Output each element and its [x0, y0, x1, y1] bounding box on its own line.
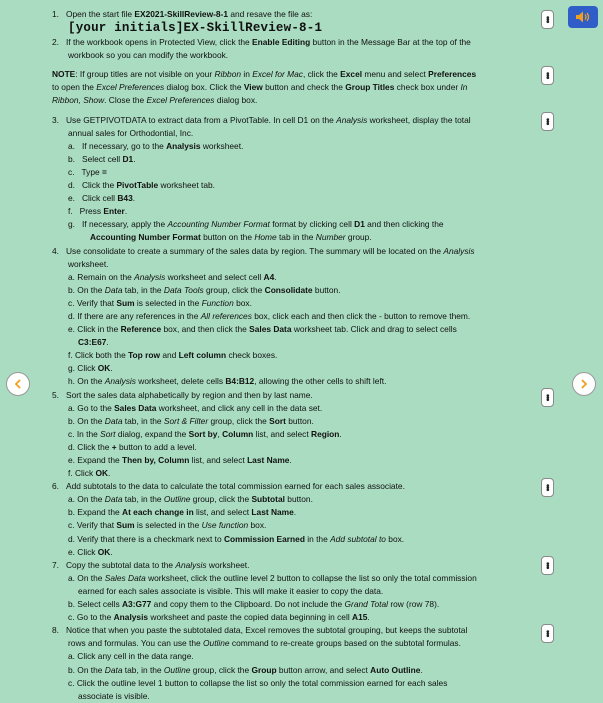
step-6: 6. Add subtotals to the data to calculate the total commission earned for each sales associate. [52, 481, 405, 492]
step-6a: a. On the Data tab, in the Outline group, click the Subtotal button. [68, 494, 313, 505]
step-4e: e. Click in the Reference box, and then click the Sales Data worksheet tab. Click and drag to select cells [68, 324, 457, 335]
step-8: 8. Notice that when you paste the subtotaled data, Excel removes the subtotal grouping, but keeps the subtotal [52, 625, 468, 636]
step-3c: c. Type = [68, 166, 107, 177]
step-3g-cont: Accounting Number Format button on the Home tab in the Number group. [90, 232, 372, 243]
step-7c: c. Go to the Analysis worksheet and paste the copied data beginning in cell A15. [68, 612, 370, 623]
next-button[interactable] [572, 372, 596, 396]
step-5a: a. Go to the Sales Data worksheet, and click any cell in the data set. [68, 402, 323, 413]
step-3-more-button[interactable]: ••• [541, 112, 554, 131]
step-5-more-button[interactable]: ••• [541, 388, 554, 407]
step-4g: g. Click OK. [68, 363, 113, 374]
step-3a: a. If necessary, go to the Analysis worksheet. [68, 140, 244, 151]
instruction-list [52, 8, 532, 703]
step-2-cont: workbook so you can modify the workbook. [68, 50, 229, 61]
chevron-left-icon [13, 379, 23, 389]
step-8a: a. Click any cell in the data range. [68, 651, 194, 662]
step-7b: b. Select cells A3:G77 and copy them to the Clipboard. Do not include the Grand Total row (row 78). [68, 599, 440, 610]
step-6-more-button[interactable]: ••• [541, 478, 554, 497]
step-3f: f. Press Enter. [68, 206, 128, 217]
step-1-more-button[interactable]: ••• [541, 10, 554, 29]
step-4: 4. Use consolidate to create a summary of the sales data by region. The summary will be located on the Analysis [52, 245, 475, 256]
audio-button[interactable] [568, 6, 598, 28]
step-5f: f. Click OK. [68, 468, 111, 479]
save-as-filename: [your initials]EX-SkillReview-8-1 [68, 21, 323, 36]
step-8-cont: rows and formulas. You can use the Outline command to re-create groups based on the subtotal formulas. [68, 638, 461, 649]
step-3: 3. Use GETPIVOTDATA to extract data from a PivotTable. In cell D1 on the Analysis worksheet, display the total [52, 114, 471, 125]
step-6e: e. Click OK. [68, 546, 113, 557]
step-4e-cont: C3:E67. [78, 337, 109, 348]
note-line-1: NOTE: If group titles are not visible on your Ribbon in Excel for Mac, click the Excel menu and select Preferences [52, 69, 477, 80]
note-line-3: Ribbon, Show. Close the Excel Preferences dialog box. [52, 95, 258, 106]
note-line-2: to open the Excel Preferences dialog box. Click the View button and check the Group Titles check box under In [52, 82, 468, 93]
step-3d: d. Click the PivotTable worksheet tab. [68, 180, 215, 191]
step-5: 5. Sort the sales data alphabetically by region and then by last name. [52, 389, 313, 400]
step-1: 1. Open the start file EX2021-SkillReview-8-1 and resave the file as: [52, 9, 313, 19]
step-7-more-button[interactable]: ••• [541, 556, 554, 575]
step-4c: c. Verify that Sum is selected in the Function box. [68, 297, 252, 308]
step-8b: b. On the Data tab, in the Outline group, click the Group button arrow, and select Auto Outline. [68, 664, 423, 675]
step-5d: d. Click the + button to add a level. [68, 441, 197, 452]
step-8c-cont: associate is visible. [78, 690, 150, 701]
note-more-button[interactable]: ••• [541, 66, 554, 85]
step-7a-cont: earned for each sales associate is visible. This will make it easier to copy the data. [78, 585, 384, 596]
speaker-icon [575, 10, 591, 24]
step-4d: d. If there are any references in the All references box, click each and then click the - button to remove them. [68, 310, 471, 321]
step-6d: d. Verify that there is a checkmark next to Commission Earned in the Add subtotal to box. [68, 533, 405, 544]
step-6c: c. Verify that Sum is selected in the Use function box. [68, 520, 267, 531]
step-7: 7. Copy the subtotal data to the Analysis worksheet. [52, 559, 250, 570]
step-4a: a. Remain on the Analysis worksheet and select cell A4. [68, 271, 277, 282]
step-3g: g. If necessary, apply the Accounting Number Format format by clicking cell D1 and then clicking the [68, 219, 444, 230]
step-5e: e. Expand the Then by, Column list, and select Last Name. [68, 455, 292, 465]
step-5c: c. In the Sort dialog, expand the Sort by, Column list, and select Region. [68, 428, 342, 439]
step-3-cont: annual sales for Orthodontial, Inc. [68, 127, 194, 138]
step-6b: b. Expand the At each change in list, and select Last Name. [68, 507, 297, 518]
chevron-right-icon [579, 379, 589, 389]
previous-button[interactable] [6, 372, 30, 396]
step-4f: f. Click both the Top row and Left column check boxes. [68, 350, 278, 361]
step-8-more-button[interactable]: ••• [541, 624, 554, 643]
step-2: 2. If the workbook opens in Protected View, click the Enable Editing button in the Message Bar at the top of the [52, 37, 471, 48]
step-5b: b. On the Data tab, in the Sort & Filter group, click the Sort button. [68, 415, 314, 426]
step-3b: b. Select cell D1. [68, 153, 136, 164]
step-8c: c. Click the outline level 1 button to collapse the list so only the total commission earned for each sales [68, 677, 448, 688]
step-4h: h. On the Analysis worksheet, delete cells B4:B12, allowing the other cells to shift left. [68, 376, 387, 387]
step-7a: a. On the Sales Data worksheet, click the outline level 2 button to collapse the list so only the total commission [68, 572, 477, 583]
step-4b: b. On the Data tab, in the Data Tools group, click the Consolidate button. [68, 284, 341, 295]
step-4-cont: worksheet. [68, 258, 109, 269]
step-3e: e. Click cell B43. [68, 193, 136, 204]
